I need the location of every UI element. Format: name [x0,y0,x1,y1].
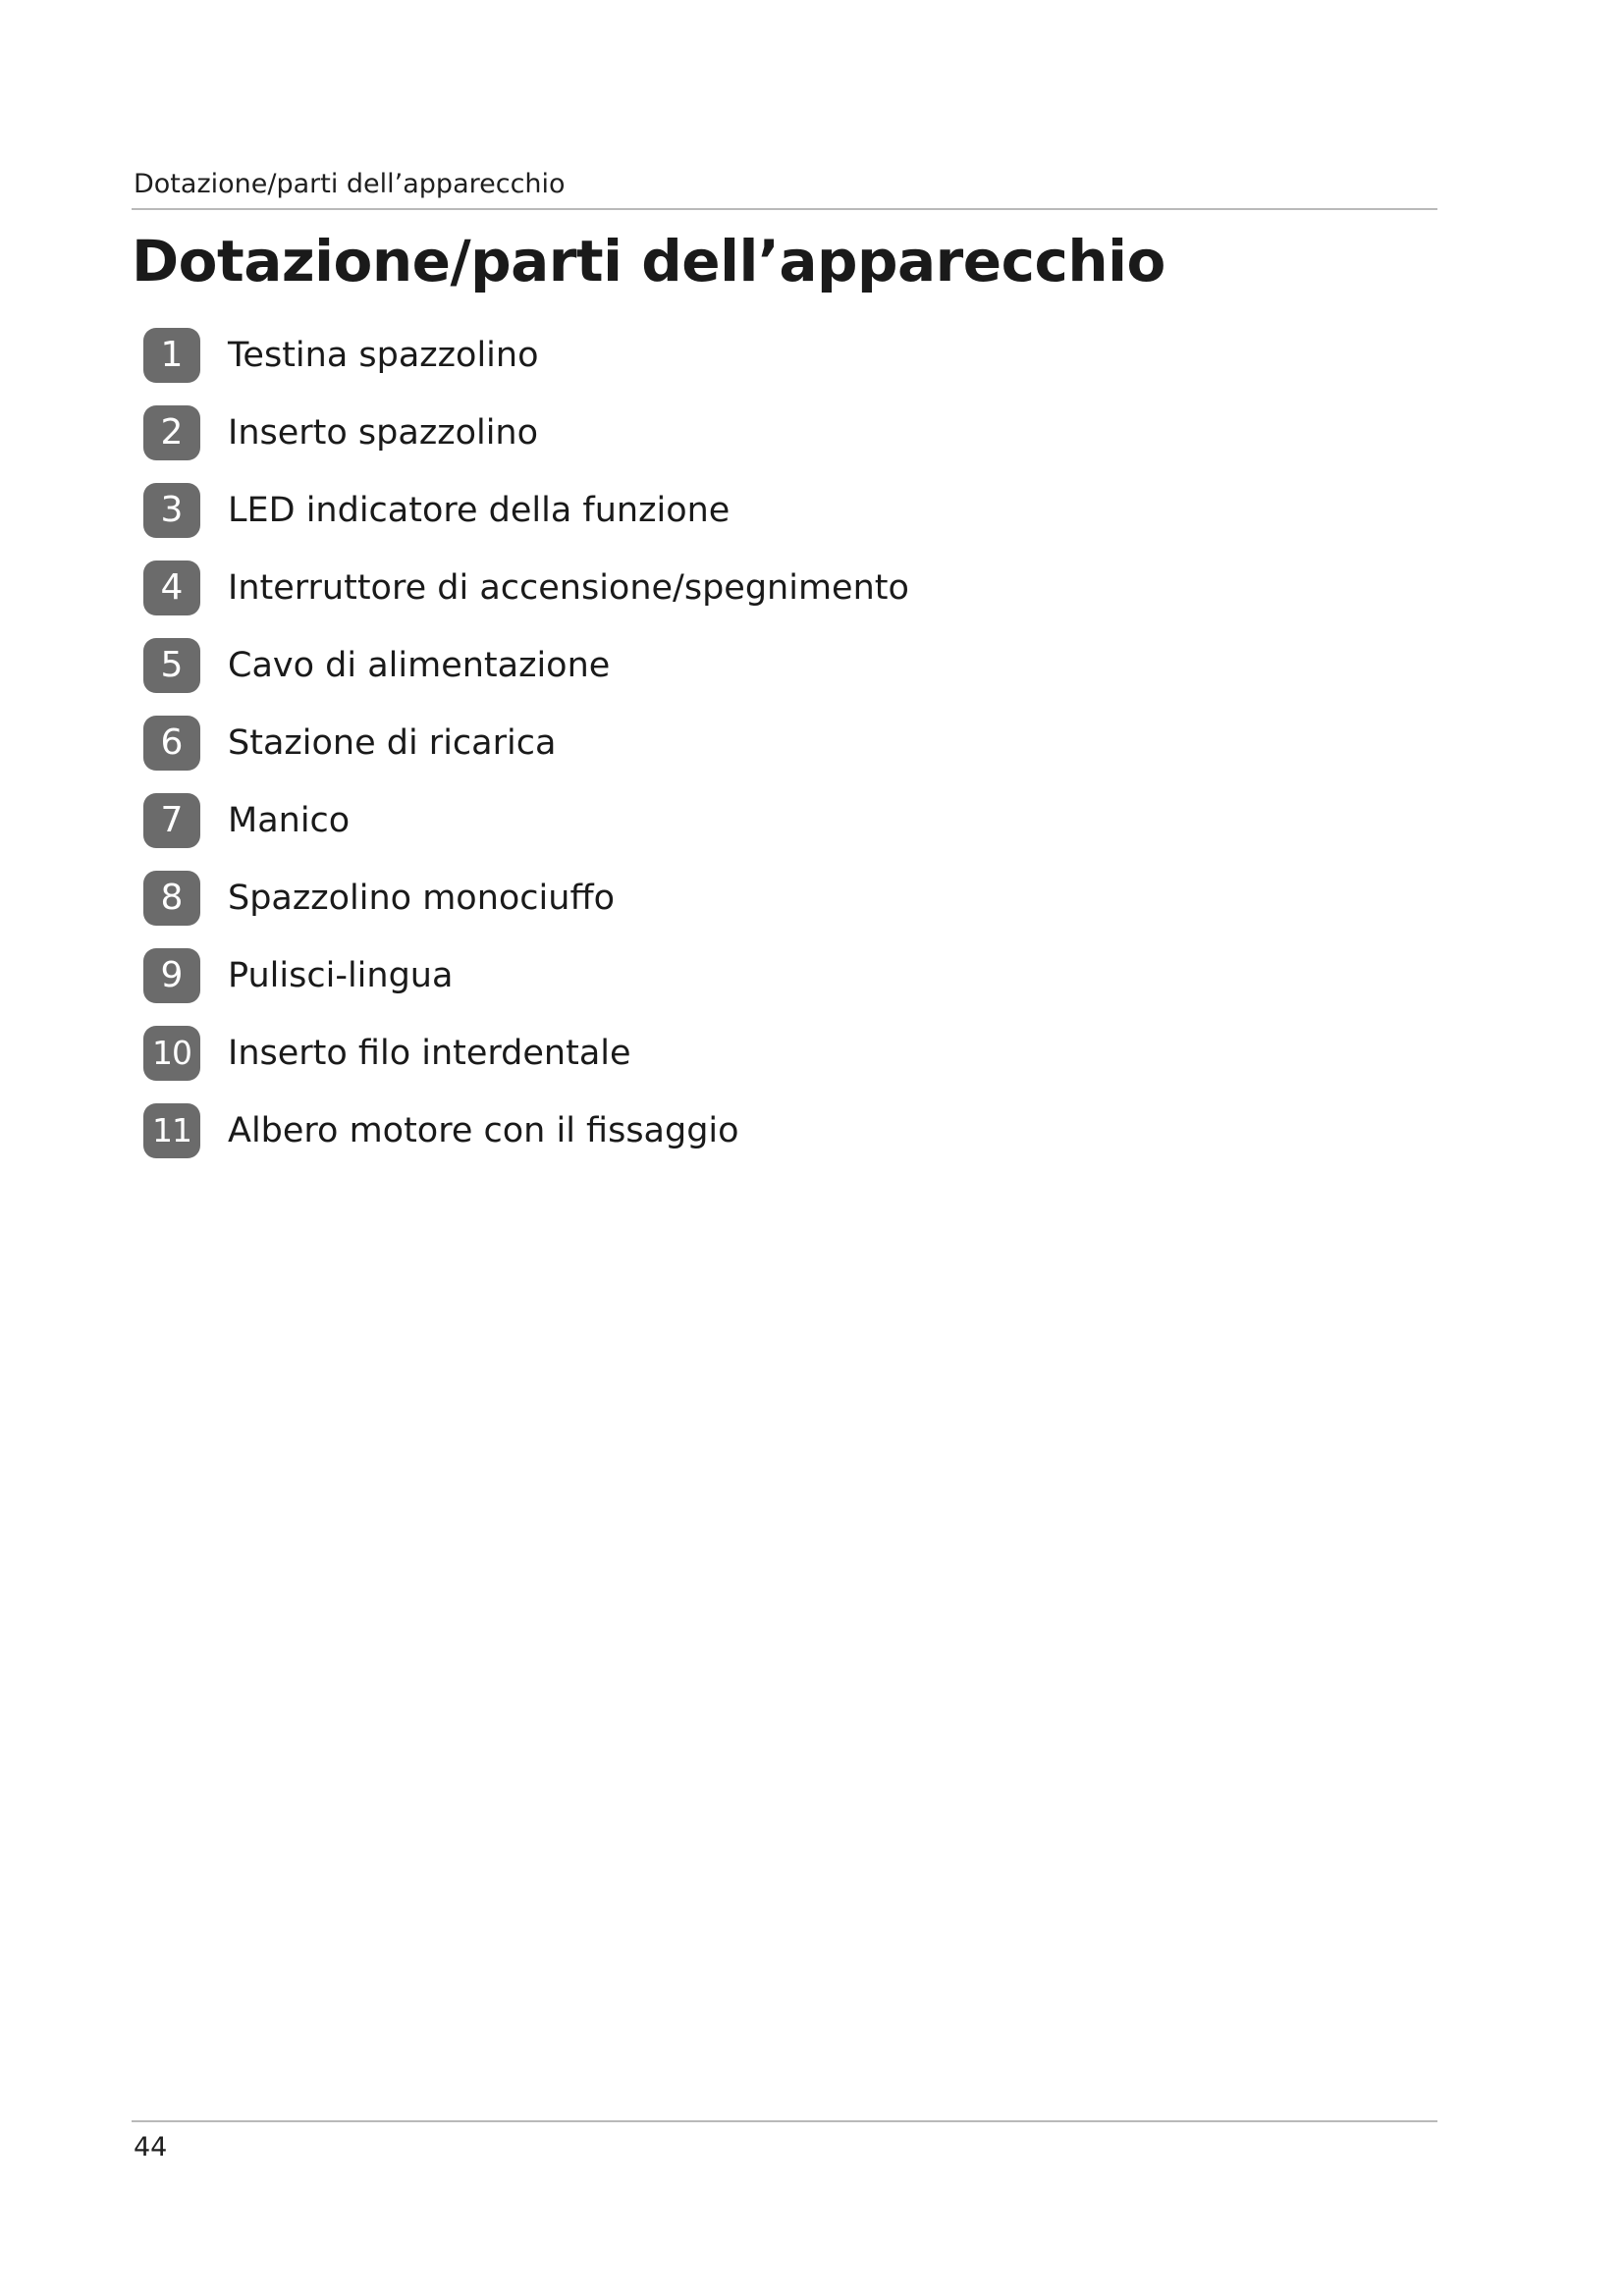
parts-list [143,316,909,1169]
part-label: Manico [228,800,351,840]
part-number-badge: 3 [143,483,200,538]
part-number-badge: 6 [143,716,200,771]
part-number-badge: 8 [143,871,200,926]
list-item [143,549,909,626]
part-label: Stazione di ricarica [228,722,557,763]
part-label: Inserto filo interdentale [228,1033,631,1073]
part-number-badge: 10 [143,1026,200,1081]
footer-divider [132,2120,1437,2122]
part-number-badge: 4 [143,561,200,615]
part-label: Inserto spazzolino [228,412,539,453]
list-item [143,1092,909,1169]
part-label: LED indicatore della funzione [228,490,731,530]
part-label: Interruttore di accensione/spegnimento [228,567,909,608]
part-number-badge: 11 [143,1103,200,1158]
part-number-badge: 2 [143,405,200,460]
list-item [143,626,909,704]
part-number-badge: 7 [143,793,200,848]
part-label: Pulisci-lingua [228,955,454,995]
part-label: Spazzolino monociuffo [228,878,615,918]
list-item [143,781,909,859]
running-header: Dotazione/parti dell’apparecchio [134,169,566,199]
list-item [143,316,909,394]
list-item [143,936,909,1014]
list-item [143,704,909,781]
part-label: Albero motore con il fissaggio [228,1110,739,1150]
part-label: Testina spazzolino [228,335,539,375]
header-divider [132,208,1437,210]
list-item [143,859,909,936]
part-label: Cavo di alimentazione [228,645,611,685]
list-item [143,471,909,549]
part-number-badge: 5 [143,638,200,693]
part-number-badge: 9 [143,948,200,1003]
page-number: 44 [134,2132,168,2163]
part-number-badge: 1 [143,328,200,383]
list-item [143,394,909,471]
list-item [143,1014,909,1092]
page-title: Dotazione/parti dell’apparecchio [132,228,1165,294]
